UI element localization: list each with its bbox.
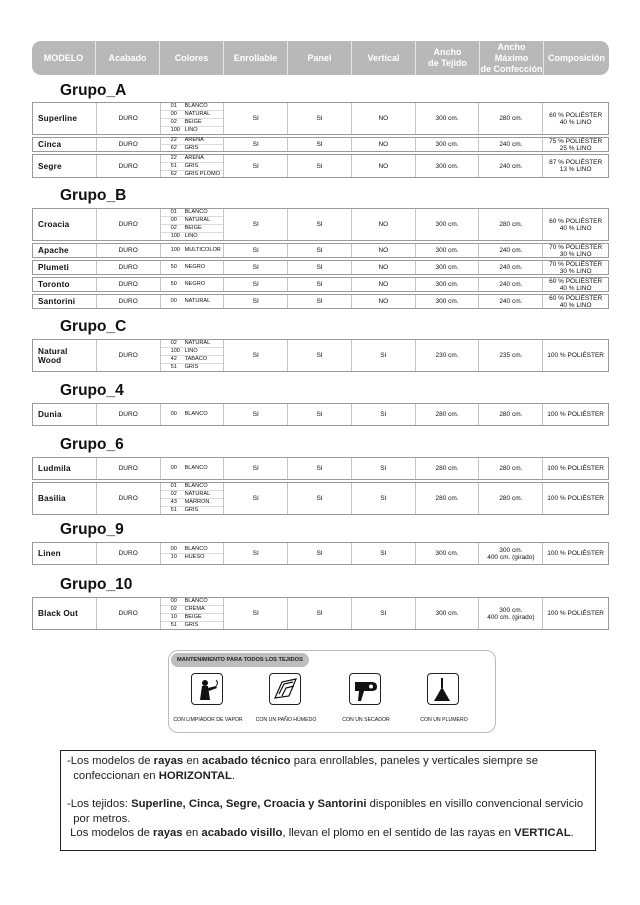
maintenance-label: CON LIMPIADOR DE VAPOR (173, 717, 243, 723)
table-row (32, 542, 609, 565)
color-name: GRIS PLOMO (184, 170, 221, 177)
finish-cell: DURO (97, 458, 161, 479)
notes-box (60, 750, 596, 851)
max-width-cell: 280 cm. (479, 458, 543, 479)
column-header: Enrollable (224, 41, 288, 75)
fabric-width-cell: 300 cm. (416, 261, 480, 274)
finish-cell: DURO (97, 483, 161, 514)
colors-cell (161, 244, 225, 257)
color-name: GRIS (184, 364, 199, 370)
panel-cell: SI (288, 103, 352, 134)
fabric-width-cell: 300 cm. (416, 103, 480, 134)
color-name: BLANCO (184, 209, 208, 215)
composition-cell: 100 % POLIÉSTER (547, 465, 605, 472)
vertical-cell: NO (352, 278, 416, 291)
composition-cell: 60 % POLIÉSTER 40 % LINO (549, 217, 603, 232)
model-name: Superline (33, 103, 97, 134)
hair-dryer-icon (349, 673, 381, 705)
color-name: BEIGE (184, 614, 202, 620)
colors-cell (161, 598, 225, 629)
feather-duster-icon (427, 673, 459, 705)
color-entry (161, 225, 224, 233)
composition-cell: 60 % POLIÉSTER 40 % LINO (549, 277, 603, 292)
color-name: NATURAL (184, 340, 211, 346)
composition-cell: 60 % POLIÉSTER 40 % LINO (549, 294, 603, 309)
color-name: TABACO (184, 356, 208, 362)
finish-cell: DURO (97, 155, 161, 177)
group-title: Grupo_4 (60, 382, 124, 399)
composition-cell: 87 % POLIÉSTER 13 % LINO (549, 159, 603, 173)
color-code: 42 (170, 356, 177, 362)
fabric-width-cell: 280 cm. (416, 483, 480, 514)
color-entry (161, 247, 224, 255)
color-code: 00 (170, 298, 177, 304)
table-row (32, 102, 609, 135)
maintenance-label: CON UN PAÑO HÚMEDO (255, 717, 317, 723)
group-table (32, 542, 609, 567)
color-name: BLANCO (184, 103, 208, 109)
colors-cell (161, 483, 225, 514)
color-name: NATURAL (184, 111, 211, 117)
finish-cell: DURO (97, 295, 161, 308)
finish-cell: DURO (97, 244, 161, 257)
table-row (32, 457, 609, 480)
color-entry (161, 127, 224, 134)
color-entry (161, 340, 224, 348)
color-name: NEGRO (184, 264, 206, 270)
color-name: NATURAL (184, 491, 211, 497)
panel-cell: SI (288, 483, 352, 514)
group-table (32, 339, 609, 374)
steam-cleaner-icon (191, 673, 223, 705)
color-name: BEIGE (184, 119, 202, 125)
composition-cell: 100 % POLIÉSTER (547, 610, 605, 617)
group-table (32, 457, 609, 517)
note-line: -Los modelos de rayas en acabado técnico para enrollables, paneles y verticales siempre se (67, 755, 538, 767)
color-code: 02 (170, 119, 177, 125)
color-entry (161, 364, 224, 371)
enrollable-cell: SI (224, 404, 288, 425)
group-title: Grupo_9 (60, 521, 124, 538)
fabric-width-cell: 230 cm. (416, 340, 480, 371)
composition-cell: 70 % POLIÉSTER 30 % LINO (549, 260, 603, 275)
colors-cell (161, 103, 225, 134)
color-entry (161, 145, 224, 152)
color-entry (161, 411, 224, 419)
table-row (32, 482, 609, 515)
color-entry (161, 155, 224, 163)
color-name: BLANCO (184, 465, 208, 471)
max-width-cell: 240 cm. (479, 155, 543, 177)
model-name: Natural Wood (33, 340, 97, 371)
color-entry (161, 137, 224, 145)
color-code: 01 (170, 483, 177, 489)
max-width-cell: 240 cm. (479, 278, 543, 291)
color-entry (161, 356, 224, 364)
max-width-cell: 235 cm. (479, 340, 543, 371)
panel-cell: SI (288, 404, 352, 425)
enrollable-cell: SI (224, 138, 288, 151)
finish-cell: DURO (97, 543, 161, 564)
color-entry (161, 264, 224, 272)
column-header: Panel (288, 41, 352, 75)
note-line: confeccionan en HORIZONTAL. (67, 769, 236, 782)
color-code: 00 (170, 598, 177, 604)
fabric-width-cell: 300 cm. (416, 138, 480, 151)
enrollable-cell: SI (224, 209, 288, 240)
max-width-cell: 240 cm. (479, 244, 543, 257)
column-header: MODELO (32, 41, 96, 75)
color-code: 01 (170, 103, 177, 109)
color-name: GRIS (184, 145, 199, 151)
color-entry (161, 119, 224, 127)
group-table (32, 208, 609, 311)
color-entry (161, 491, 224, 499)
color-name: NATURAL (184, 298, 211, 304)
color-code: 22 (170, 137, 177, 143)
composition-cell: 100 % POLIÉSTER (547, 495, 605, 502)
color-name: ARENA (184, 137, 204, 143)
column-header: Acabado (96, 41, 160, 75)
group-table (32, 597, 609, 632)
vertical-cell: NO (352, 244, 416, 257)
vertical-cell: SI (352, 543, 416, 564)
maintenance-title: MANTENIMIENTO PARA TODOS LOS TEJIDOS (171, 653, 309, 667)
color-code: 01 (170, 209, 177, 215)
vertical-cell: SI (352, 340, 416, 371)
color-name: HUESO (184, 554, 205, 560)
fabric-width-cell: 300 cm. (416, 278, 480, 291)
color-name: GRIS (184, 622, 199, 628)
enrollable-cell: SI (224, 261, 288, 274)
table-row (32, 137, 609, 152)
group-table (32, 102, 609, 180)
max-width-cell: 240 cm. (479, 295, 543, 308)
fabric-width-cell: 300 cm. (416, 209, 480, 240)
group-title: Grupo_B (60, 187, 127, 204)
model-name: Linen (33, 543, 97, 564)
note-line: Los modelos de rayas en acabado visillo, llevan el plomo en el sentido de las rayas en VERTICAL. (67, 827, 574, 840)
color-name: BLANCO (184, 411, 208, 417)
note-line: por metros. (67, 812, 131, 825)
group-title: Grupo_6 (60, 436, 124, 453)
table-row (32, 260, 609, 275)
vertical-cell: SI (352, 598, 416, 629)
table-row (32, 339, 609, 372)
color-entry (161, 348, 224, 356)
color-entry (161, 483, 224, 491)
composition-cell: 100 % POLIÉSTER (547, 550, 605, 557)
color-code: 51 (170, 364, 177, 370)
table-row (32, 294, 609, 309)
table-header (32, 41, 609, 75)
enrollable-cell: SI (224, 103, 288, 134)
color-code: 00 (170, 111, 177, 117)
model-name: Toronto (33, 278, 97, 291)
column-header: Ancho de Tejido (416, 41, 480, 75)
group-title: Grupo_10 (60, 576, 133, 593)
finish-cell: DURO (97, 278, 161, 291)
color-entry (161, 507, 224, 514)
group-table (32, 403, 609, 428)
enrollable-cell: SI (224, 458, 288, 479)
composition-cell: 70 % POLIÉSTER 30 % LINO (549, 243, 603, 258)
fabric-width-cell: 280 cm. (416, 404, 480, 425)
panel-cell: SI (288, 261, 352, 274)
color-name: LINO (184, 233, 198, 239)
panel-cell: SI (288, 340, 352, 371)
color-code: 22 (170, 154, 177, 161)
vertical-cell: NO (352, 138, 416, 151)
max-width-cell: 280 cm. (479, 404, 543, 425)
color-name: MARRON (184, 499, 210, 505)
panel-cell: SI (288, 138, 352, 151)
table-row (32, 597, 609, 630)
finish-cell: DURO (97, 340, 161, 371)
model-name: Apache (33, 244, 97, 257)
color-name: NATURAL (184, 217, 211, 223)
color-name: MULTICOLOR (184, 247, 221, 253)
model-name: Santorini (33, 295, 97, 308)
color-entry (161, 614, 224, 622)
note-line: -Los tejidos: Superline, Cinca, Segre, Croacia y Santorini disponibles en visillo convencional servicio (67, 798, 584, 811)
color-entry (161, 209, 224, 217)
color-name: BLANCO (184, 483, 208, 489)
color-entry (161, 163, 224, 171)
colors-cell (161, 543, 225, 564)
finish-cell: DURO (97, 103, 161, 134)
colors-cell (161, 155, 225, 177)
model-name: Basilia (33, 483, 97, 514)
panel-cell: SI (288, 155, 352, 177)
color-name: ARENA (184, 154, 204, 161)
color-entry (161, 465, 224, 473)
color-code: 100 (170, 247, 180, 253)
panel-cell: SI (288, 295, 352, 308)
composition-cell: 100 % POLIÉSTER (547, 352, 605, 359)
model-name: Cinca (33, 138, 97, 151)
colors-cell (161, 458, 225, 479)
finish-cell: DURO (97, 209, 161, 240)
fabric-width-cell: 300 cm. (416, 295, 480, 308)
color-code: 100 (170, 127, 180, 133)
table-row (32, 154, 609, 178)
color-name: BLANCO (184, 598, 208, 604)
fabric-width-cell: 300 cm. (416, 543, 480, 564)
color-code: 10 (170, 614, 177, 620)
vertical-cell: NO (352, 295, 416, 308)
finish-cell: DURO (97, 138, 161, 151)
enrollable-cell: SI (224, 278, 288, 291)
enrollable-cell: SI (224, 155, 288, 177)
max-width-cell: 300 cm. 400 cm. (girado) (479, 598, 543, 629)
fabric-width-cell: 300 cm. (416, 598, 480, 629)
panel-cell: SI (288, 598, 352, 629)
max-width-cell: 300 cm. 400 cm. (girado) (479, 543, 543, 564)
finish-cell: DURO (97, 598, 161, 629)
maintenance-box (168, 650, 496, 733)
group-title: Grupo_C (60, 318, 127, 335)
color-entry (161, 298, 224, 306)
composition-cell: 100 % POLIÉSTER (547, 411, 605, 418)
color-code: 51 (170, 162, 177, 169)
color-entry (161, 217, 224, 225)
enrollable-cell: SI (224, 483, 288, 514)
vertical-cell: NO (352, 209, 416, 240)
colors-cell (161, 278, 225, 291)
table-row (32, 243, 609, 258)
vertical-cell: NO (352, 261, 416, 274)
color-code: 00 (170, 545, 177, 552)
enrollable-cell: SI (224, 295, 288, 308)
finish-cell: DURO (97, 261, 161, 274)
finish-cell: DURO (97, 404, 161, 425)
panel-cell: SI (288, 278, 352, 291)
color-code: 00 (170, 411, 177, 417)
color-code: 02 (170, 225, 177, 231)
fabric-width-cell: 280 cm. (416, 458, 480, 479)
vertical-cell: NO (352, 103, 416, 134)
colors-cell (161, 261, 225, 274)
column-header: Vertical (352, 41, 416, 75)
color-entry (161, 233, 224, 240)
maintenance-label: CON UN SECADOR (342, 717, 390, 723)
color-name: CREMA (184, 606, 205, 612)
color-code: 00 (170, 465, 177, 471)
column-header: Ancho Máximo de Confección (480, 41, 543, 74)
panel-cell: SI (288, 543, 352, 564)
panel-cell: SI (288, 458, 352, 479)
vertical-cell: SI (352, 483, 416, 514)
colors-cell (161, 404, 225, 425)
color-code: 50 (170, 264, 177, 270)
table-row (32, 403, 609, 426)
color-entry (161, 606, 224, 614)
color-code: 62 (170, 145, 177, 151)
color-entry (161, 171, 224, 178)
colors-cell (161, 340, 225, 371)
color-code: 100 (170, 348, 180, 354)
maintenance-label: CON UN PLUMERO (420, 717, 468, 723)
max-width-cell: 280 cm. (479, 209, 543, 240)
column-header: Composición (547, 52, 605, 63)
colors-cell (161, 138, 225, 151)
color-code: 62 (170, 170, 177, 177)
color-code: 02 (170, 606, 177, 612)
table-row (32, 277, 609, 292)
group-title: Grupo_A (60, 82, 127, 99)
color-name: BEIGE (184, 225, 202, 231)
fabric-width-cell: 300 cm. (416, 155, 480, 177)
panel-cell: SI (288, 244, 352, 257)
model-name: Black Out (33, 598, 97, 629)
color-code: 02 (170, 491, 177, 497)
composition-cell: 60 % POLIÉSTER 40 % LINO (549, 111, 603, 126)
color-entry (161, 598, 224, 606)
max-width-cell: 240 cm. (479, 138, 543, 151)
table-row (32, 208, 609, 241)
column-header: Colores (160, 41, 224, 75)
vertical-cell: NO (352, 155, 416, 177)
model-name: Croacia (33, 209, 97, 240)
color-code: 43 (170, 499, 177, 505)
model-name: Ludmila (33, 458, 97, 479)
color-entry (161, 622, 224, 629)
max-width-cell: 240 cm. (479, 261, 543, 274)
max-width-cell: 280 cm. (479, 483, 543, 514)
color-name: LINO (184, 348, 198, 354)
enrollable-cell: SI (224, 598, 288, 629)
vertical-cell: SI (352, 404, 416, 425)
colors-cell (161, 209, 225, 240)
max-width-cell: 280 cm. (479, 103, 543, 134)
color-entry (161, 554, 224, 562)
color-code: 10 (170, 554, 177, 560)
panel-cell: SI (288, 209, 352, 240)
color-code: 00 (170, 217, 177, 223)
color-entry (161, 111, 224, 119)
enrollable-cell: SI (224, 340, 288, 371)
color-entry (161, 499, 224, 507)
colors-cell (161, 295, 225, 308)
color-entry (161, 281, 224, 289)
color-entry (161, 103, 224, 111)
color-code: 100 (170, 233, 180, 239)
vertical-cell: SI (352, 458, 416, 479)
color-name: GRIS (184, 507, 199, 513)
model-name: Plumeti (33, 261, 97, 274)
color-name: LINO (184, 127, 198, 133)
color-entry (161, 546, 224, 554)
color-code: 51 (170, 622, 177, 628)
color-code: 51 (170, 507, 177, 513)
model-name: Dunia (33, 404, 97, 425)
damp-cloth-icon (269, 673, 301, 705)
enrollable-cell: SI (224, 244, 288, 257)
fabric-width-cell: 300 cm. (416, 244, 480, 257)
color-code: 50 (170, 281, 177, 287)
composition-cell: 75 % POLIÉSTER 25 % LINO (549, 137, 603, 152)
model-name: Segre (33, 155, 97, 177)
color-code: 02 (170, 340, 177, 346)
color-name: BLANCO (184, 545, 208, 552)
color-name: GRIS (184, 162, 199, 169)
enrollable-cell: SI (224, 543, 288, 564)
color-name: NEGRO (184, 281, 206, 287)
